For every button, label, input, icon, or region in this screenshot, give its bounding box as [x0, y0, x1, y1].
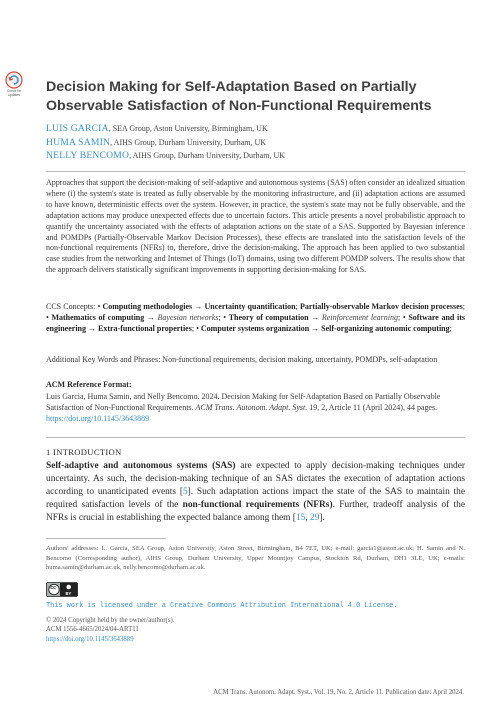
author-name: HUMA SAMIN — [46, 136, 111, 148]
page-footer: ACM Trans. Autonom. Adapt. Syst., Vol. 19, No. 2, Article 11. Publication date: April 2024. — [213, 689, 464, 696]
reference-journal: ACM Trans. Autonom. Adapt. Syst. — [195, 402, 308, 412]
ccs-concept: Computing methodologies → Uncertainty quantification — [102, 302, 296, 311]
author-affiliation: , AIHS Group, Durham University, Durham, UK — [110, 137, 267, 147]
reference-text: 19, 2, Article 11 (April 2024), 44 pages. — [307, 402, 438, 412]
title-line-1: Decision Making for Self-Adaptation Based on Partially — [46, 79, 417, 95]
copyright-line: © 2024 Copyright held by the owner/author(s). — [46, 617, 175, 624]
author-entry — [46, 122, 466, 136]
citation-link[interactable]: 29 — [310, 512, 320, 523]
author-affiliation: , SEA Group, Aston University, Birmingham, UK — [108, 124, 268, 133]
author-addresses: Authors' addresses: L. Garcia, SEA Group, Aston University, Aston Street, Birmingham, B4 7ET, UK; e-mail: garcia1@aston.ac.uk; H. Samin and N. Bencomo (Corresponding author), AIHS Group, Durham University, Upper Mountjoy Campus, Stockton Rd, Durham, DH1 3LE, UK; e-mails: huma.samin@durham.ac.uk, nelly.bencomo@durham.ac.uk. — [46, 545, 465, 572]
intro-bold: non-functional requirements (NFRs) — [182, 499, 333, 510]
intro-text: , — [305, 512, 310, 523]
ccs-separator: ; • — [398, 312, 409, 322]
ccs-concepts — [46, 302, 465, 335]
reference-doi-link[interactable]: https://doi.org/10.1145/3643889 — [46, 413, 150, 423]
intro-text: are expected to apply decision-making techniques under uncertainty. As such, the decision-making technique of an SAS dictates the execution of adaptation actions according to unanticipated events [ — [46, 461, 465, 497]
ccs-separator: ; — [295, 302, 300, 311]
introduction-paragraph — [46, 460, 465, 525]
reference-format — [46, 392, 465, 425]
keywords: Additional Key Words and Phrases: Non-functional requirements, decision making, uncertainty, POMDPs, self-adaptation — [46, 355, 438, 364]
ccs-separator: ; • — [191, 323, 201, 333]
intro-text: . Further, tradeoff analysis of the NFRs is crucial in establishing the expected balance among them [ — [46, 499, 466, 523]
section-heading: 1 INTRODUCTION — [46, 447, 122, 457]
author-list — [46, 122, 466, 163]
ccs-concept: Partially-observable Markov decision processes — [299, 302, 463, 311]
ccs-separator: ; • — [218, 312, 229, 322]
ccs-separator: ; — [449, 323, 452, 333]
ccs-concept: Computer systems organization → Self-organizing autonomic computing — [200, 323, 450, 333]
license-link[interactable]: This work is licensed under a Creative Commons Attribution International 4.0 License. — [46, 602, 398, 610]
by-logo-label: BY — [65, 590, 72, 596]
title-line-2: Observable Satisfaction of Non-Functional Requirements — [46, 98, 432, 114]
ccs-concept: Mathematics of computing → — [51, 312, 158, 322]
check-for-updates-badge[interactable] — [3, 70, 25, 100]
cc-logo-label: cc — [50, 585, 57, 592]
paper-title — [46, 78, 456, 116]
author-entry — [46, 136, 466, 150]
copyright-doi-link[interactable]: https://doi.org/10.1145/3643889 — [46, 635, 134, 643]
ccs-concept: Software and its engineering → Extra-functional properties — [46, 312, 465, 333]
reference-heading: ACM Reference Format: — [46, 380, 132, 389]
author-name: LUIS GARCIA — [46, 123, 109, 134]
citation-link[interactable]: 5 — [182, 486, 188, 497]
footnote-divider — [46, 538, 166, 539]
ccs-lead: CCS Concepts: • — [46, 302, 103, 311]
divider — [46, 437, 465, 438]
author-name: NELLY BENCOMO — [46, 150, 130, 161]
divider — [46, 171, 465, 172]
ccs-concept: Theory of computation → — [228, 312, 322, 322]
check-for-updates-label: Check for updates — [6, 89, 22, 97]
acm-identifier: ACM 1556-4665/2024/04-ART11 — [46, 626, 139, 634]
copyright-block — [46, 616, 174, 644]
reference-text: Luis Garcia, Huma Samin, and Nelly Bencomo. 2024. Decision Making for Self-Adaptation Based on Partially Observable Satisfaction of Non-Functional Requirements. — [46, 392, 441, 412]
cc-by-logo[interactable] — [46, 582, 78, 597]
intro-text: ]. Such adaptation actions impact the state of the SAS to maintain the required satisfaction levels of the — [46, 486, 465, 510]
ccs-separator: ; • — [46, 302, 466, 322]
intro-text: ]. — [319, 512, 325, 523]
ccs-subconcept: Bayesian networks — [157, 312, 219, 322]
author-affiliation: , AIHS Group, Durham University, Durham, UK — [129, 151, 285, 160]
citation-link[interactable]: 15 — [295, 512, 306, 523]
author-entry — [46, 149, 466, 163]
ccs-subconcept: Reinforcement learning — [321, 312, 399, 322]
abstract: Approaches that support the decision-making of self-adaptive and autonomous systems (SAS) often consider an idealized situation where (i) the system's state is treated as fully observable by the monitoring infrastructure, and (ii) adaptation actions are assumed to have known, deterministic effects over the system. However, in practice, the system's state may not be fully observable, and the adaptation actions may produce unexpected effects due to uncertain factors. This article presents a novel probabilistic approach to quantify the uncertainty associated with the effects of adaptation actions on the state of a SAS. Supported by Bayesian inference and POMDPs (Partially-Observable Markov Decision Processes), these effects are translated into the satisfaction levels of the non-functional requirements (NFRs) to, therefore, drive the decision-making. The approach has been applied to two substantial case studies from the networking and Internet of Things (IoT) domains, using two different POMDP solvers. The results show that the approach delivers statistically significant improvements in supporting decision-making for SAS. — [46, 178, 465, 275]
intro-bold: Self-adaptive and autonomous systems (SAS) — [46, 461, 236, 471]
